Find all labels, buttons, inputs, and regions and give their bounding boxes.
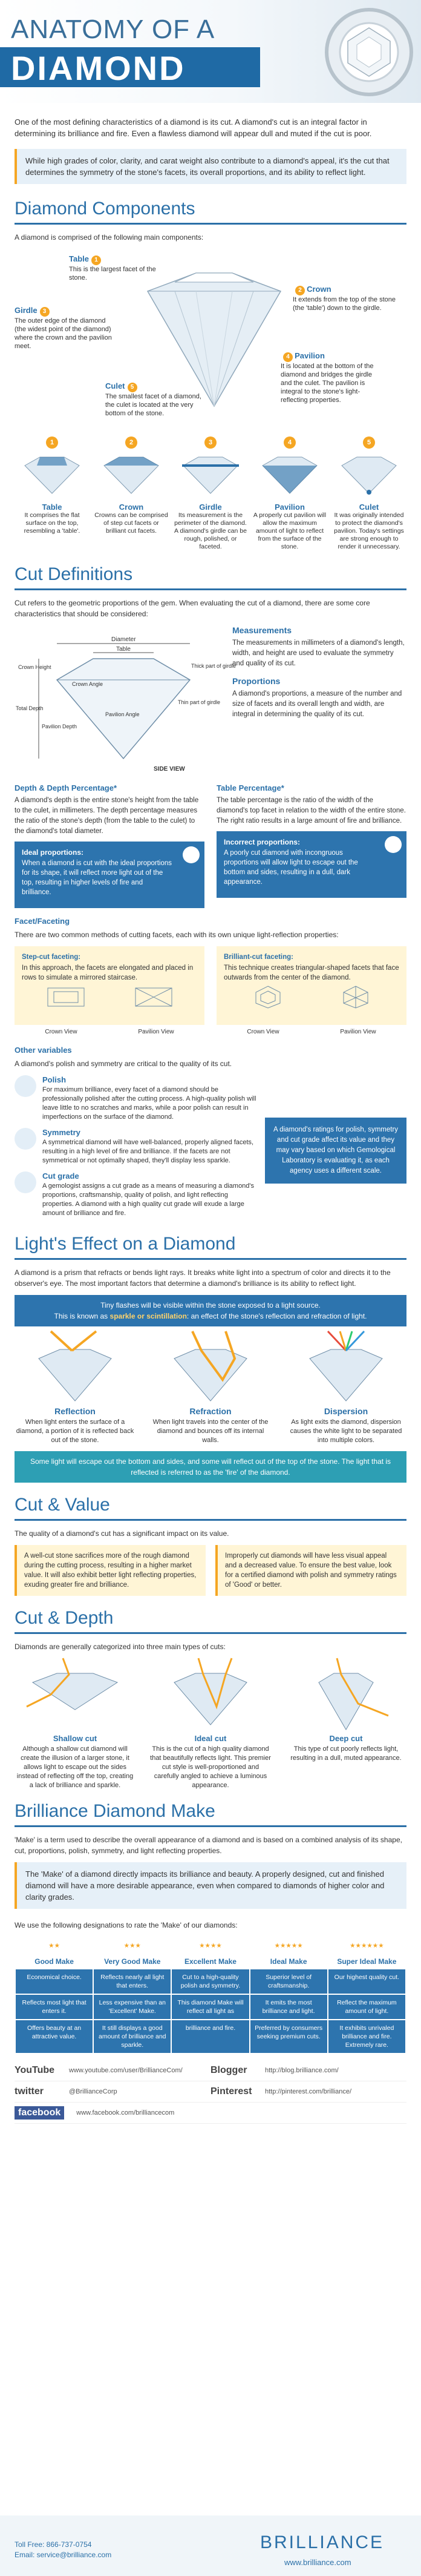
view-label: Crown View (247, 1029, 279, 1035)
email[interactable]: Email: service@brilliance.com (15, 2551, 112, 2559)
section-title-light: Light's Effect on a Diamond (15, 1234, 236, 1254)
depth-lead: Diamonds are generally categorized into three main types of cuts: (15, 1642, 226, 1651)
intro-text: One of the most defining characteristics of a diamond is its cut. A diamond's cut is an integral factor in determining its brilliance and fire. Even a flawless diamond will appear dull and muted if the cut is poor. (15, 117, 372, 138)
sparkle-band (15, 1295, 406, 1326)
table-row (15, 1994, 406, 2020)
diamond-icon (177, 452, 244, 496)
table-cell: Economical choice. (15, 1969, 93, 1994)
footer (0, 2515, 421, 2576)
twitter-link[interactable]: @BrillianceCorp (69, 2088, 117, 2095)
facet-types (15, 946, 406, 1037)
ideal-cut-diagram (150, 1658, 271, 1731)
other-variables (15, 1075, 406, 1224)
step-text: In this approach, the facets are elongated and placed in rows to simulate a mirrored staircase. (22, 964, 194, 981)
facet-lead: There are two common methods of cutting facets, each with its own unique light-reflection properties: (15, 931, 339, 939)
component-crown: 2 Crown Crowns can be comprised of step cut facets or brilliant cut facets. (94, 436, 169, 551)
brilliance-logo: BRILLIANCE (260, 2532, 385, 2552)
rating-stars: ★★★ (93, 1937, 171, 1954)
refraction-item: Refraction When light travels into the center of the diamond and bounces off its internal walls. (150, 1331, 271, 1445)
ideal-proportions-box (15, 842, 204, 908)
intro-callout: While high grades of color, clarity, and carat weight also contribute to a diamond's appeal, it's the cut that determines the symmetry of the stone's facets, its overall proportions, and its ability to reflect light. (15, 149, 406, 184)
label-side-view: SIDE VIEW (154, 766, 185, 772)
depth-text: A diamond's depth is the entire stone's height from the table to the culet, in millimeters. The depth percentage measures the ratio of the stone's depth (from the table to the culet) to the diamond's total diameter. (15, 797, 199, 835)
component-culet: 5 Culet It was originally intended to protect the diamond's pavilion. Today's settings are strong enough to render it unnecessary. (331, 436, 406, 551)
table-cell: Offers beauty at an attractive value. (15, 2020, 93, 2054)
ideal-cut: Ideal cut This is the cut of a high quality diamond that beautifully reflects light. This premier cut style is well-proportioned and carefully angled to achieve a luminous appearance. (150, 1658, 271, 1790)
social-links (15, 2060, 406, 2124)
youtube-logo[interactable]: YouTube (15, 2065, 55, 2075)
label-pavilion: 4 Pavilion It is located at the bottom of the diamond and bridges the girdle and the culet. The pavilion is integral to the stone's light-reflecting properties. (281, 351, 374, 404)
step-cut (15, 946, 204, 1037)
poor-cut-box: Improperly cut diamonds will have less visual appeal and a decreased value. To ensure the best value, look for a certified diamond with polish and symmetry ratings of 'Good' or better. (215, 1545, 406, 1596)
brilliant-pavilion-icon (341, 985, 371, 1009)
certificate-icon (15, 1171, 36, 1193)
section-title-depth: Cut & Depth (15, 1608, 114, 1628)
reflection-diagram (15, 1331, 135, 1404)
refraction-diagram (150, 1331, 271, 1404)
light-lead: A diamond is a prism that refracts or bends light rays. It breaks white light into a spectrum of color and directs it to the observer's eye. The most important factors that determine a diamond's brilliance is its ability to reflect light. (15, 1268, 391, 1288)
twitter-logo[interactable]: twitter (15, 2086, 44, 2097)
diamond-icon (336, 452, 402, 496)
label-girdle: Girdle 3 The outer edge of the diamond (the widest point of the diamond) where the crown and the pavilion meet. (15, 306, 112, 350)
divider (15, 1632, 406, 1634)
table-cell: It still displays a good amount of brilliance and sparkle. (93, 2020, 171, 2054)
label-pavilion-angle: Pavilion Angle (105, 711, 140, 717)
table-cell: Preferred by consumers seeking premium cuts. (250, 2020, 328, 2054)
social-row (15, 2081, 406, 2103)
proportions-title: Proportions (232, 676, 281, 686)
well-cut-box: A well-cut stone sacrifices more of the rough diamond during the cutting process, resulting in a higher market value. It will also exhibit better light reflecting properties, exuding greater fire and brilliance. (15, 1545, 206, 1596)
reflection-item: Reflection When light enters the surface of a diamond, a portion of it is reflected back out of the stone. (15, 1331, 135, 1445)
diamond-icon (98, 452, 165, 496)
fire-band: Some light will escape out the bottom and sides, and some will reflect out of the top of the stone. The light that is reflected is referred to as the 'fire' of the diamond. (15, 1451, 406, 1483)
label-crown-angle: Crown Angle (72, 681, 103, 687)
label-table-dim: Table (116, 646, 131, 653)
phone: Toll Free: 866-737-0754 (15, 2540, 92, 2549)
dispersion-diagram (286, 1331, 406, 1404)
rating-stars: ★★ (15, 1937, 93, 1954)
cut-side-diagram (15, 625, 237, 777)
make-header: Excellent Make (184, 1957, 237, 1966)
make-header: Ideal Make (270, 1957, 307, 1966)
table-cell: brilliance and fire. (171, 2020, 249, 2054)
cut-lead: Cut refers to the geometric proportions of the gem. When evaluating the cut of a diamond, there are some core characteristics that should be considered: (15, 599, 370, 618)
table-percentage (217, 783, 406, 908)
incorrect-proportions-box (217, 831, 406, 898)
pinterest-logo[interactable]: Pinterest (211, 2086, 252, 2097)
step-crown-icon (45, 985, 87, 1009)
table-cell: Reflects most light that enters it. (15, 1994, 93, 2020)
make-callout: The 'Make' of a diamond directly impacts its brilliance and beauty. A properly designed, cut and finished diamond will have a more desirable appearance, even when compared to diamonds of higher color and clarity grades. (15, 1862, 406, 1909)
make-table-lead: We use the following designations to rate the 'Make' of our diamonds: (15, 1921, 238, 1929)
other-title: Other variables (15, 1046, 72, 1055)
section-title-make: Brilliance Diamond Make (15, 1801, 215, 1821)
polish-icon (15, 1075, 36, 1097)
symmetry-icon (15, 1128, 36, 1150)
view-label: Crown View (45, 1029, 77, 1035)
symmetry-item: Symmetry A symmetrical diamond will have well-balanced, properly aligned facets, resulting in a high level of fire and brilliance. If the facets are not symmetrical or not optimally shaped, they'll display less sparkle. (15, 1128, 256, 1165)
shallow-cut-diagram (15, 1658, 135, 1731)
divider (15, 1258, 406, 1260)
make-header: Super Ideal Make (337, 1957, 397, 1966)
label-pavilion-depth: Pavilion Depth (42, 723, 77, 730)
cut-definitions-text (226, 625, 406, 777)
thumbs-down-icon (385, 836, 402, 853)
value-comparison (15, 1545, 406, 1596)
make-header-row (15, 1954, 406, 1969)
component-girdle: 3 Girdle Its measurement is the perimeter of the diamond. A diamond's girdle can be rough, polished, or faceted. (173, 436, 248, 551)
component-details (15, 436, 406, 551)
make-header: Good Make (34, 1957, 74, 1966)
ideal-text: When a diamond is cut with the ideal proportions for its shape, it will reflect more light out of the top, resulting in higher levels of fire and brilliance. (22, 860, 172, 896)
table-cell: Our highest quality cut. (328, 1969, 406, 1994)
step-title: Step-cut faceting: (22, 954, 81, 961)
table-title: Table Percentage* (217, 783, 284, 792)
diamond-icon (19, 452, 85, 496)
incorrect-title: Incorrect proportions: (224, 838, 301, 846)
contact-info (15, 2540, 111, 2560)
table-cell: This diamond Make will reflect all light as (171, 1994, 249, 2020)
table-cell: Superior level of craftsmanship. (250, 1969, 328, 1994)
label-table: Table 1 This is the largest facet of the stone. (69, 254, 156, 282)
view-label: Pavilion View (138, 1029, 174, 1035)
brilliant-title: Brilliant-cut faceting: (224, 954, 294, 961)
rating-stars: ★★★★ (171, 1937, 249, 1954)
make-lead: 'Make' is a term used to describe the overall appearance of a diamond and is based on a combined analysis of its shape, cut, proportions, polish, symmetry, and light reflecting properties. (15, 1836, 402, 1855)
table-cell: Reflects nearly all light that enters. (93, 1969, 171, 1994)
cut-grade-item: Cut grade A gemologist assigns a cut grade as a means of measuring a diamond's proportions, craftsmanship, quality of polish, and light reflecting properties. A diamond with a high quality cut grade will exude a large amount of brilliance and fire. (15, 1171, 256, 1218)
label-crown: 2 Crown It extends from the top of the stone (the 'table') down to the girdle. (293, 285, 396, 312)
label-diameter: Diameter (111, 636, 136, 643)
section-title-cut: Cut Definitions (15, 564, 133, 584)
light-effects (15, 1331, 406, 1445)
table-text: The table percentage is the ratio of the width of the diamond's top facet in relation to the width of the entire stone. The right ratio results in a large amount of fire and brilliance. (217, 797, 406, 825)
brilliant-crown-icon (253, 985, 283, 1009)
components-diagram (15, 249, 406, 430)
table-cell: Cut to a high-quality polish and symmetry. (171, 1969, 249, 1994)
stars-row (15, 1937, 406, 1954)
components-lead: A diamond is comprised of the following main components: (15, 233, 204, 242)
rating-panel (256, 1075, 406, 1224)
measurements-title: Measurements (232, 625, 292, 635)
social-row (15, 2103, 406, 2124)
header (0, 0, 421, 103)
label-culet: Culet 5 The smallest facet of a diamond, the culet is located at the very bottom of the stone. (105, 381, 201, 417)
sparkle-line1: Tiny flashes will be visible within the stone exposed to a light source. (100, 1301, 321, 1309)
rating-box: A diamond's ratings for polish, symmetry and cut grade affect its value and they may vary based on which Gemological Laboratory is evaluating it, as each agency uses a different scale. (265, 1118, 406, 1184)
cut-definitions (15, 625, 406, 777)
side-view-diagram (15, 625, 237, 777)
rating-stars: ★★★★★ (250, 1937, 328, 1954)
brilliant-cut (217, 946, 406, 1037)
divider (15, 1825, 406, 1827)
label-thick-girdle: Thick part of girdle (191, 663, 237, 669)
sparkle-line2b: : an effect of the stone's reflection and refraction of light. (186, 1312, 367, 1320)
other-lead: A diamond's polish and symmetry are critical to the quality of its cut. (15, 1059, 232, 1068)
depth-title: Depth & Depth Percentage* (15, 783, 117, 792)
facebook-link[interactable]: www.facebook.com/brilliancecom (76, 2109, 175, 2116)
cut-depth-types (15, 1658, 406, 1790)
proportions-text: A diamond's proportions, a measure of the number and size of facets and its overall length and width, are integral in determining the quality of its cut. (232, 690, 402, 718)
table-row (15, 1969, 406, 1994)
label-thin-girdle: Thin part of girdle (178, 699, 221, 705)
website-link[interactable]: www.brilliance.com (284, 2558, 351, 2567)
section-title-components: Diamond Components (15, 199, 195, 219)
brilliant-text: This technique creates triangular-shaped facets that face outwards from the center of the diamond. (224, 964, 399, 981)
pinterest-link[interactable]: http://pinterest.com/brilliance/ (265, 2088, 352, 2095)
step-pavilion-icon (132, 985, 175, 1009)
deep-cut-diagram (286, 1658, 406, 1731)
social-row (15, 2060, 406, 2081)
dispersion-item: Dispersion As light exits the diamond, dispersion causes the white light to be separated into multiple colors. (286, 1331, 406, 1445)
diamond-icon (256, 452, 323, 496)
youtube-link[interactable]: www.youtube.com/user/BrillianceCom/ (69, 2067, 183, 2074)
label-crown-height: Crown Height (18, 664, 51, 670)
shallow-cut: Shallow cut Although a shallow cut diamond will create the illusion of a larger stone, it allows light to escape out the sides instead of reflecting off the top, creating a lack of brilliance and sparkle. (15, 1658, 135, 1790)
thumbs-up-icon (183, 846, 200, 863)
rating-stars: ★★★★★★ (328, 1937, 406, 1954)
table-cell: Reflect the maximum amount of light. (328, 1994, 406, 2020)
brilliant-cut-box (217, 946, 406, 1025)
depth-table-percent (15, 783, 406, 908)
facet-title: Facet/Faceting (15, 917, 70, 926)
measurements-text: The measurements in millimeters of a diamond's length, width, and height are used to evaluate the symmetry and quality of its cut. (232, 639, 405, 667)
step-cut-box (15, 946, 204, 1025)
other-items (15, 1075, 256, 1224)
value-lead: The quality of a diamond's cut has a significant impact on its value. (15, 1529, 229, 1538)
section-title-value: Cut & Value (15, 1495, 110, 1515)
sparkle-emphasis: sparkle or scintillation (109, 1312, 187, 1320)
blogger-logo[interactable]: Blogger (211, 2065, 247, 2075)
incorrect-text: A poorly cut diamond with incongruous proportions will allow light to escape out the bottom and sides, resulting in a dull, dark appearance. (224, 849, 358, 886)
label-total-depth: Total Depth (16, 705, 44, 711)
divider (15, 223, 406, 225)
make-header: Very Good Make (104, 1957, 161, 1966)
ring-image (312, 4, 414, 100)
ideal-title: Ideal proportions: (22, 848, 83, 857)
facebook-logo[interactable]: facebook (15, 2106, 64, 2120)
deep-cut: Deep cut This type of cut poorly reflects light, resulting in a dull, muted appearance. (286, 1658, 406, 1790)
divider (15, 588, 406, 590)
component-pavilion: 4 Pavilion A properly cut pavilion will allow the maximum amount of light to reflect from the surface of the stone. (252, 436, 327, 551)
divider (15, 1519, 406, 1521)
view-label: Pavilion View (340, 1029, 376, 1035)
blogger-link[interactable]: http://blog.brilliance.com/ (265, 2067, 339, 2074)
title-line1: ANATOMY OF A (11, 15, 215, 44)
polish-item: Polish For maximum brilliance, every facet of a diamond should be professionally polished after the cutting process. A high-quality polish will leave little to no scratches and marks, while a poor polish can result in imperfections on the surface of the diamond. (15, 1075, 256, 1122)
table-cell: It exhibits unrivaled brilliance and fire. Extremely rare. (328, 2020, 406, 2054)
title-line2: DIAMOND (11, 49, 186, 87)
make-table (15, 1937, 406, 2054)
component-table: 1 Table It comprises the flat surface on the top, resembling a 'table'. (15, 436, 90, 551)
table-cell: It emits the most brilliance and light. (250, 1994, 328, 2020)
depth-percentage (15, 783, 204, 908)
sparkle-line2a: This is known as (54, 1312, 110, 1320)
table-cell: Less expensive than an 'Excellent' Make. (93, 1994, 171, 2020)
table-row (15, 2020, 406, 2054)
